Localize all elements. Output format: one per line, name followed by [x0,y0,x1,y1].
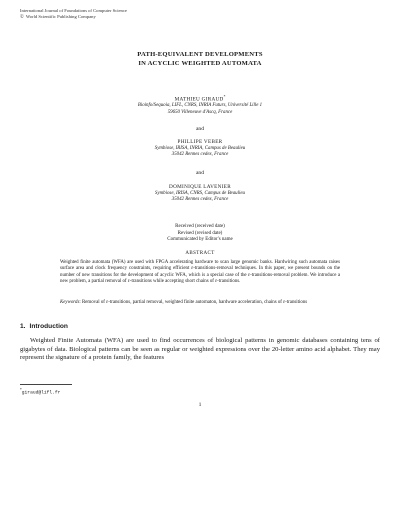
paper-title [0,50,400,68]
and-separator: and [195,170,205,176]
abstract-text: Weighted finite automata (WFA) are used with FPGA accelerating hardware to scan large genomic banks. Hardwiring such automata raises surface area and clock frequency constraints, requiring efficient ε-transitions-removal techniques. In this paper, we present bounds on the number of new transitions for the development of acyclic WFA, which is a special case of the ε-transitions-removal problem. We introduce a new problem, a partial removal of ε-transitions while accepting short chains of ε-transitions. [60,260,340,285]
communicated-line: Communicated by Editor's name [167,237,233,243]
author-affiliation: Symbiose, IRISA, CNRS, Campus de Beaulieu [155,190,245,196]
author-block-3 [0,184,400,204]
journal-header [20,8,127,22]
author-address: 59650 Villeneuve d'Ascq, France [167,109,233,115]
section-title: Introduction [29,323,68,330]
author-block-1 [0,94,400,117]
publisher-line [20,14,127,21]
journal-name: International Journal of Foundations of Computer Science [20,8,127,13]
footnote-rule [20,384,72,385]
revised-line: Revised (revised date) [177,230,223,236]
author-name: MATHIEU GIRAUD [174,96,224,103]
footnote [20,388,60,396]
author-address: 35042 Rennes cedex, France [171,152,229,158]
and-separator: and [195,126,205,132]
author-affiliation: Symbiose, IRISA, INRIA, Campus de Beaulieu [154,145,246,151]
author-address: 35042 Rennes cedex, France [171,197,229,203]
author-name: PHILLIPE VEBER [177,139,223,145]
author-block-2 [0,139,400,159]
section-heading [20,323,68,330]
received-line: Received (received date) [175,224,225,229]
page-number: 1 [198,402,202,408]
keywords [60,300,340,306]
copyright-icon: © [20,15,24,21]
keywords-label: Keywords [60,300,80,305]
body-paragraph: Weighted Finite Automata (WFA) are used to find occurrences of biological patterns in genomic databases containing tens of gigabytes of data. Biological patterns can be seen as regular or weighted expressions over the 20-letter amino acid alphabet. They may represent the signature of a protein family, the features [20,337,380,362]
received-dates [0,224,400,244]
author-footnote-mark: * [223,95,226,99]
author-name: DOMINIQUE LAVENIER [169,184,231,190]
abstract-heading: ABSTRACT [185,251,215,256]
author-affiliation: Bioinfo/Sequoia, LIFL, CNRS, INRIA Futurs, Université Lille 1 [137,103,263,109]
section-number: 1. [20,323,26,330]
footnote-mark: * [20,388,22,392]
keywords-list: : Removal of ε-transitions, partial removal, weighted finite automaton, hardware acceleration, chains of ε-transitions [79,300,308,305]
title-line-1: PATH-EQUIVALENT DEVELOPMENTS [137,51,263,58]
title-line-2: IN ACYCLIC WEIGHTED AUTOMATA [138,60,262,67]
publisher-name: World Scientific Publishing Company [25,14,96,20]
footnote-email: giraud@lifl.fr [21,390,61,396]
